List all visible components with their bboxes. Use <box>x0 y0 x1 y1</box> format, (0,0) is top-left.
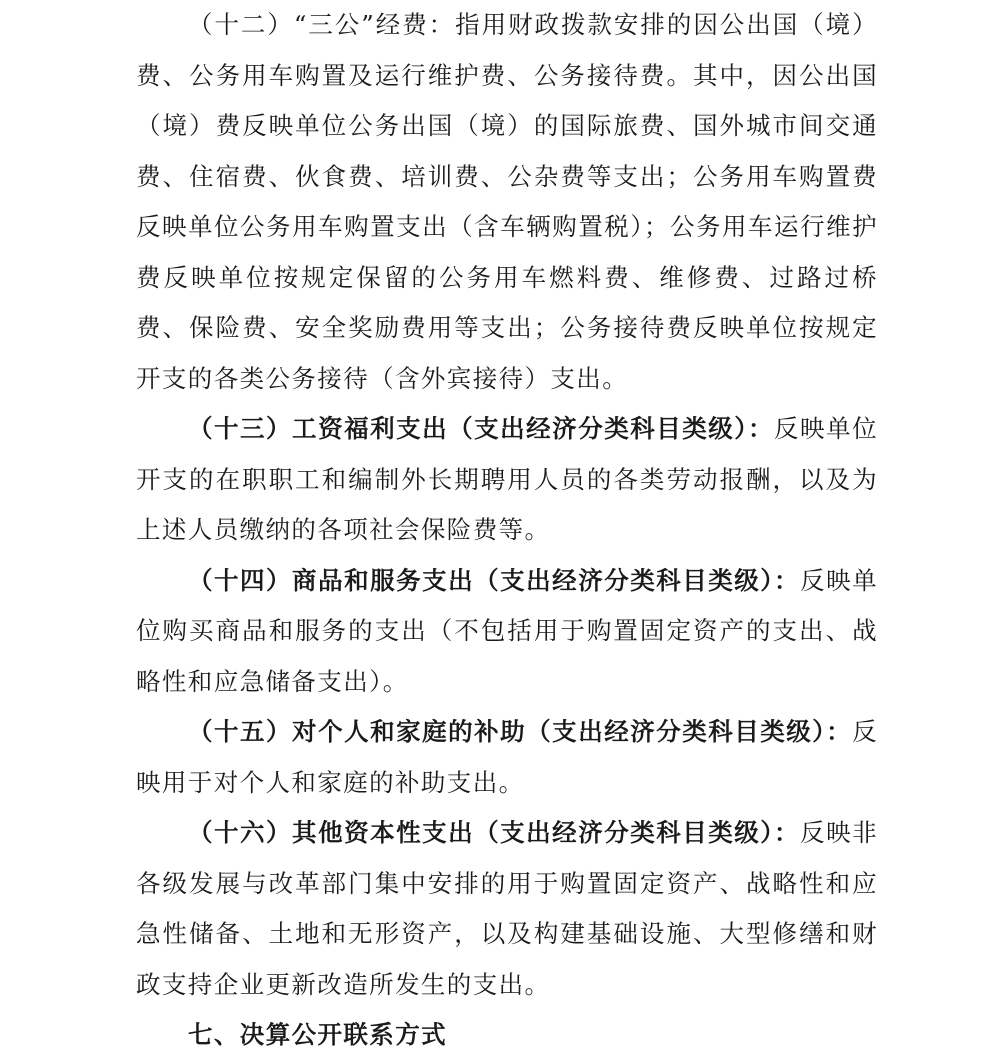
section-title: 七、决算公开联系方式 <box>188 1020 447 1049</box>
paragraph-15-heading: （十五）对个人和家庭的补助（支出经济分类科目类级）： <box>188 717 853 746</box>
paragraph-12-body: 指用财政拨款安排的因公出国（境）费、公务用车购置及运行维护费、公务接待费。其中，因公出国（境）费反映单位公务出国（境）的国际旅费、国外城市间交通费、住宿费、伙食费、培训费、公杂费等支出；公务用车购置费反映单位公务用车购置支出（含车辆购置税）；公务用车运行维护费反映单位按规定保留的公务用车燃料费、维修费、过路过桥费、保险费、安全奖励费用等支出；公务接待费反映单位按规定开支的各类公务接待（含外宾接待）支出。 <box>136 10 879 393</box>
paragraph-13-body: 反映单位开支的在职职工和编制外长期聘用人员的各类劳动报酬，以及为上述人员缴纳的各项社会保险费等。 <box>136 414 878 544</box>
paragraph-13 <box>136 404 878 556</box>
document-page <box>136 0 878 1061</box>
paragraph-14 <box>136 556 878 708</box>
paragraph-12-heading: （十二）“三公”经费： <box>188 10 456 39</box>
paragraph-13-heading: （十三）工资福利支出（支出经济分类科目类级）： <box>188 414 775 443</box>
paragraph-16-heading: （十六）其他资本性支出（支出经济分类科目类级）： <box>188 818 801 847</box>
paragraph-15-body: 反映用于对个人和家庭的补助支出。 <box>136 717 878 797</box>
paragraph-16 <box>136 808 878 1010</box>
paragraph-15 <box>136 707 878 808</box>
paragraph-14-body: 反映单位购买商品和服务的支出（不包括用于购置固定资产的支出、战略性和应急储备支出）。 <box>136 565 878 696</box>
paragraph-14-heading: （十四）商品和服务支出（支出经济分类科目类级）： <box>188 565 801 595</box>
paragraph-12 <box>136 0 878 404</box>
paragraph-16-body: 反映非各级发展与改革部门集中安排的用于购置固定资产、战略性和应急性储备、土地和无形资产，以及构建基础设施、大型修缮和财政支持企业更新改造所发生的支出。 <box>136 818 878 999</box>
